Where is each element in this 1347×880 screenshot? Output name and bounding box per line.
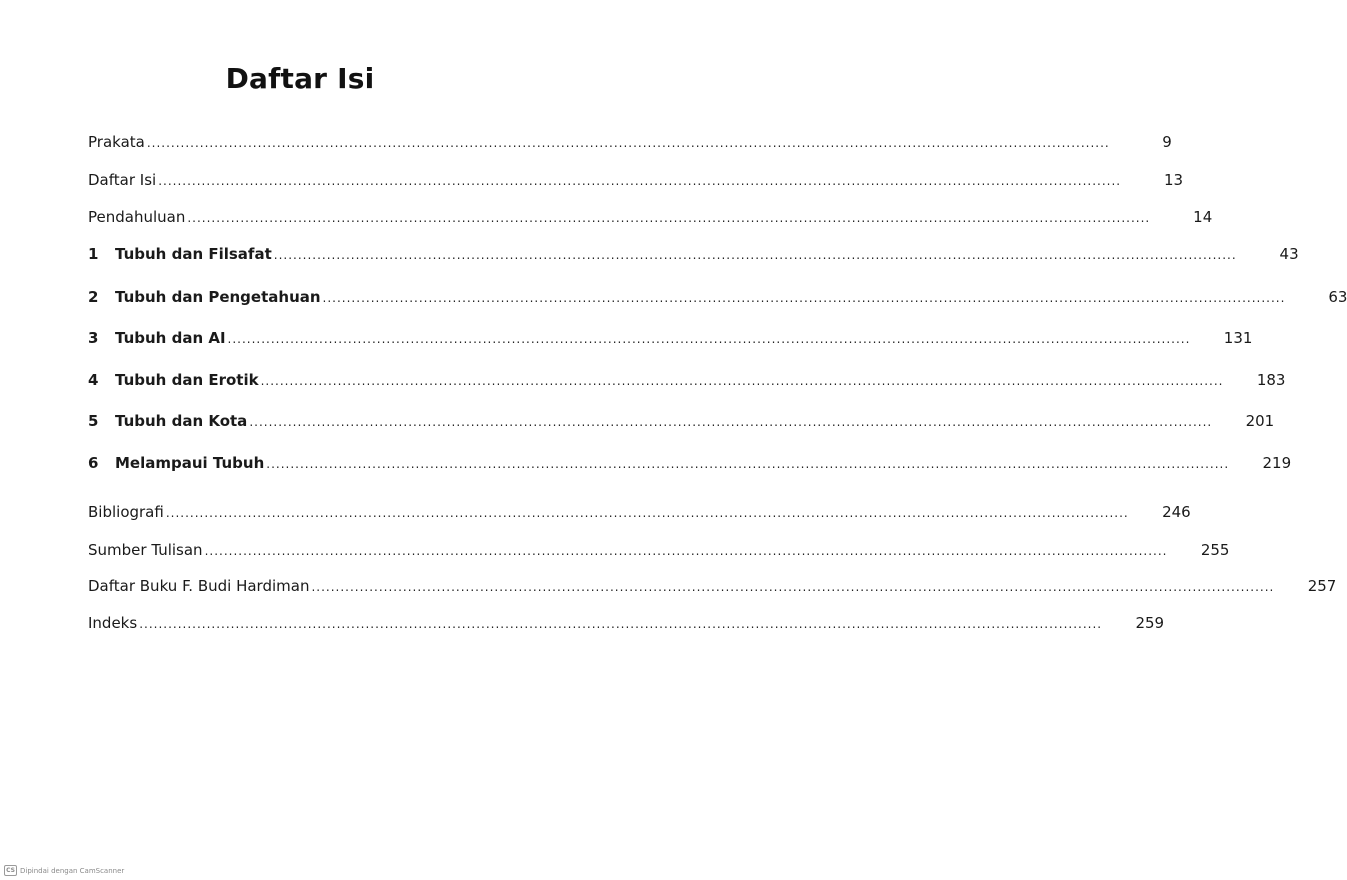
toc-page-number: 43: [1279, 245, 1299, 263]
dot-leader: ........................................................................................................................................................................................................: [249, 415, 1213, 429]
toc-page-number: 259: [1135, 614, 1165, 632]
dot-leader: ........................................................................................................................................................................................................: [266, 457, 1230, 471]
dot-leader: ........................................................................................................................................................................................................: [311, 580, 1275, 594]
dot-leader: ........................................................................................................................................................................................................: [273, 248, 1237, 262]
toc-entry-label: Daftar Isi: [88, 171, 157, 189]
toc-page-number: 183: [1256, 371, 1286, 389]
toc-chapter-number: 5: [88, 412, 99, 430]
toc-entry: [88, 501, 1191, 523]
toc-chapter-number: 4: [88, 371, 99, 389]
toc-page-number: 63: [1328, 288, 1347, 306]
dot-leader: ........................................................................................................................................................................................................: [139, 617, 1103, 631]
toc-entry-label: Tubuh dan Filsafat: [115, 245, 272, 263]
toc-entry: [88, 369, 1286, 391]
toc-entry: [88, 243, 1299, 265]
toc-entry: [88, 327, 1253, 349]
toc-page-number: 13: [1163, 171, 1184, 189]
camscanner-logo-icon: CS: [4, 865, 17, 876]
toc-entry-label: Tubuh dan AI: [115, 329, 226, 347]
toc-chapter-number: 2: [88, 288, 99, 306]
toc-entry: [88, 131, 1172, 153]
dot-leader: ........................................................................................................................................................................................................: [187, 211, 1151, 225]
scanner-watermark-text: Dipindai dengan CamScanner: [20, 866, 125, 875]
dot-leader: ........................................................................................................................................................................................................: [322, 291, 1286, 305]
toc-entry: [88, 539, 1230, 561]
toc-entry-label: Sumber Tulisan: [88, 541, 203, 559]
toc-entry-label: Pendahuluan: [88, 208, 186, 226]
dot-leader: ........................................................................................................................................................................................................: [165, 506, 1129, 520]
toc-entry-label: Indeks: [88, 614, 138, 632]
toc-page-number: 246: [1162, 503, 1191, 521]
toc-chapter-number: 1: [88, 245, 99, 263]
dot-leader: ........................................................................................................................................................................................................: [260, 374, 1224, 388]
scanner-watermark: [4, 865, 124, 876]
toc-entry: [88, 169, 1184, 191]
toc-page-number: 201: [1245, 412, 1275, 430]
toc-entry: [88, 575, 1337, 597]
toc-entry: [88, 410, 1275, 432]
toc-entry: [88, 612, 1165, 634]
dot-leader: ........................................................................................................................................................................................................: [204, 544, 1168, 558]
dot-leader: ........................................................................................................................................................................................................: [227, 332, 1191, 346]
toc-page-number: 219: [1262, 454, 1292, 472]
toc-entry: [88, 452, 1292, 474]
toc-entry: [88, 286, 1347, 308]
toc-entry-label: Prakata: [88, 133, 145, 151]
toc-entry-label: Melampaui Tubuh: [115, 454, 265, 472]
toc-entry-label: Tubuh dan Erotik: [115, 371, 259, 389]
page-title: Daftar Isi: [225, 62, 375, 95]
toc-page-number: 255: [1200, 541, 1230, 559]
dot-leader: ........................................................................................................................................................................................................: [158, 174, 1122, 188]
toc-entry: [88, 206, 1213, 228]
toc-entry-label: Bibliografi: [88, 503, 164, 521]
toc-page-number: 14: [1193, 208, 1213, 226]
toc-page-number: 257: [1307, 577, 1337, 595]
toc-entry-label: Tubuh dan Kota: [115, 412, 248, 430]
toc-page-number: 131: [1223, 329, 1253, 347]
dot-leader: ........................................................................................................................................................................................................: [146, 136, 1110, 150]
toc-entry-label: Tubuh dan Pengetahuan: [115, 288, 321, 306]
toc-entry-label: Daftar Buku F. Budi Hardiman: [88, 577, 310, 595]
toc-chapter-number: 3: [88, 329, 99, 347]
toc-chapter-number: 6: [88, 454, 99, 472]
toc-page-number: 9: [1162, 133, 1172, 151]
